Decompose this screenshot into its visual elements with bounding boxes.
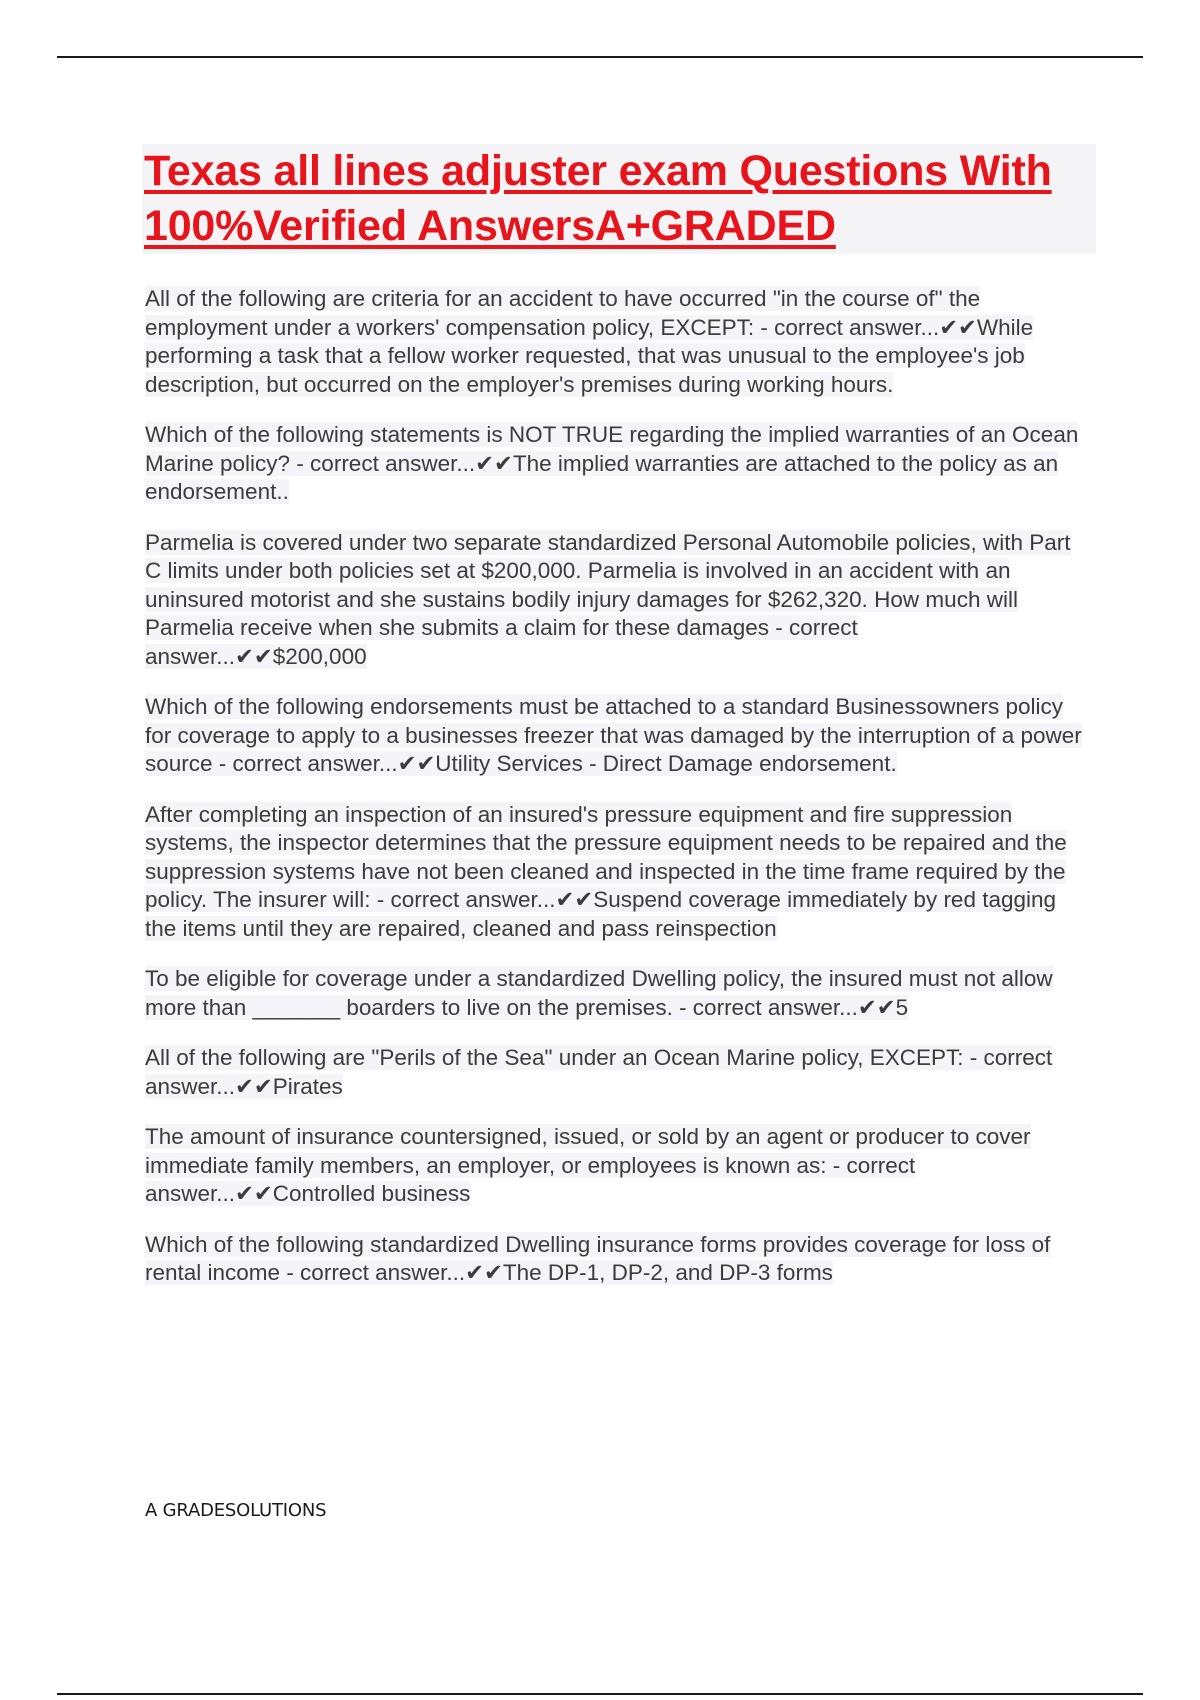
question-answer-2: [145, 421, 1085, 507]
question-answer-text: Which of the following statements is NOT TRUE regarding the implied warranties of an Ocean Marine policy? - correct answer...✔✔The implied warranties are attached to the policy as an endorsement..: [145, 422, 1079, 504]
question-answer-7: [145, 1044, 1085, 1101]
top-rule: [57, 56, 1143, 58]
question-answer-8: [145, 1123, 1085, 1209]
question-answer-4: [145, 693, 1085, 779]
question-answer-text: The amount of insurance countersigned, issued, or sold by an agent or producer to cover immediate family members, an employer, or employees is known as: - correct answer...✔✔Controlled business: [145, 1124, 1031, 1206]
footer-label: A GRADESOLUTIONS: [145, 1500, 327, 1521]
question-answer-text: Which of the following standardized Dwelling insurance forms provides coverage for loss of rental income - correct answer...✔✔The DP-1, DP-2, and DP-3 forms: [145, 1231, 1051, 1285]
question-answer-5: [145, 801, 1085, 944]
question-answer-text: All of the following are "Perils of the Sea" under an Ocean Marine policy, EXCEPT: - correct answer...✔✔Pirates: [145, 1045, 1053, 1099]
question-list: [145, 285, 1085, 1310]
document-title: Texas all lines adjuster exam Questions With 100%Verified AnswersA+GRADED: [144, 147, 1052, 250]
question-answer-text: All of the following are criteria for an accident to have occurred "in the course of" the employment under a workers' compensation policy, EXCEPT: - correct answer...✔✔While performing a task that a fellow worker requested, that was unusual to the employee's job description, but occurred on the employer's premises during working hours.: [145, 286, 1034, 397]
question-answer-text: After completing an inspection of an insured's pressure equipment and fire suppression systems, the inspector determines that the pressure equipment needs to be repaired and the suppression systems have not been cleaned and inspected in the time frame required by the policy. The insurer will: - correct answer...✔✔Suspend coverage immediately by red tagging the items until they are repaired, cleaned and pass reinspection: [145, 801, 1067, 941]
title-block: [142, 144, 1096, 254]
question-answer-text: To be eligible for coverage under a standardized Dwelling policy, the insured must not allow more than _______ boarders to live on the premises. - correct answer...✔✔5: [145, 966, 1053, 1020]
question-answer-text: Parmelia is covered under two separate standardized Personal Automobile policies, with Part C limits under both policies set at $200,000. Parmelia is involved in an accident with an uninsured motorist and she sustains bodily injury damages for $262,320. How much will Parmelia receive when she submits a claim for these damages - correct answer...✔✔$200,000: [145, 529, 1071, 669]
bottom-rule: [57, 1693, 1143, 1695]
question-answer-3: [145, 529, 1085, 672]
question-answer-6: [145, 965, 1085, 1022]
question-answer-text: Which of the following endorsements must be attached to a standard Businessowners policy for coverage to apply to a businesses freezer that was damaged by the interruption of a power source - correct answer...✔✔Utility Services - Direct Damage endorsement.: [145, 694, 1082, 776]
question-answer-9: [145, 1231, 1085, 1288]
question-answer-1: [145, 285, 1085, 399]
